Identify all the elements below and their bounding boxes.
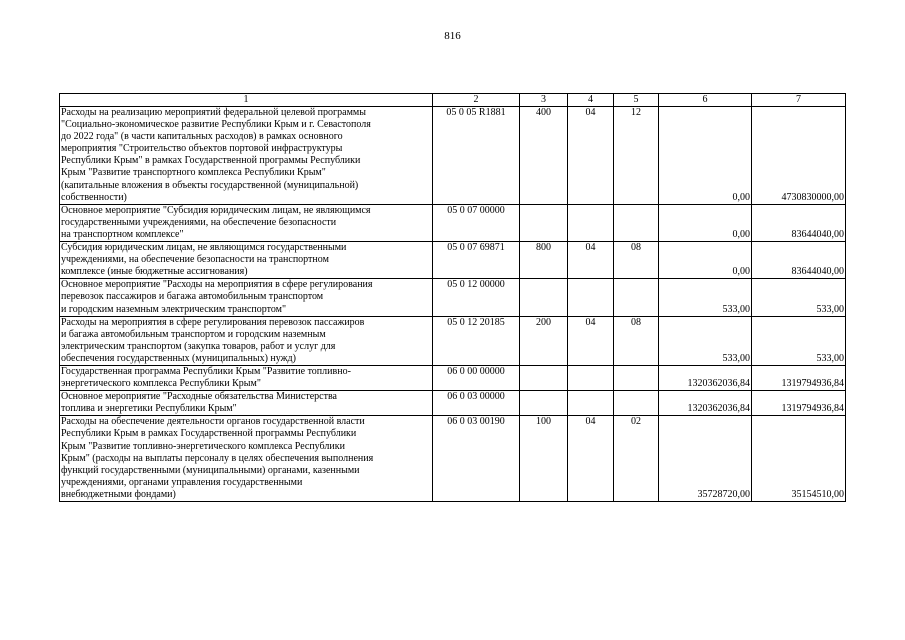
row-subsection-text: 02 — [631, 416, 641, 428]
row-value-7-text: 1319794936,84 — [781, 378, 844, 390]
row-section-text: 04 — [585, 107, 596, 118]
row-value-6-cell — [659, 204, 752, 241]
row-expense-type-text: 200 — [536, 316, 551, 328]
page-number: 816 — [444, 30, 461, 42]
row-name-cell — [60, 107, 433, 205]
row-section-cell — [568, 204, 614, 241]
row-value-6-cell — [659, 279, 752, 316]
row-name-text: Основное мероприятие "Субсидия юридическим лицам, не являющимся государственными учреждениями, на обеспечение безопасности на транспортном комплексе" — [61, 204, 371, 240]
row-value-7-cell — [752, 391, 846, 416]
row-subsection-cell — [614, 279, 659, 316]
table-row — [60, 204, 846, 241]
row-value-6-cell — [659, 416, 752, 502]
row-value-6-cell — [659, 107, 752, 205]
row-section-cell — [568, 242, 614, 279]
row-subsection-cell — [614, 107, 659, 205]
row-code-text: 05 0 05 R1881 — [446, 107, 506, 118]
header-cell: 5 — [614, 94, 659, 107]
row-name-text: Основное мероприятие "Расходы на мероприятия в сфере регулирования перевозок пассажиров и багажа автомобильным транспортом и городским наземным электрическим транспортом" — [61, 279, 373, 315]
row-value-7-text: 83644040,00 — [791, 266, 844, 278]
row-subsection-cell — [614, 242, 659, 279]
row-section-cell — [568, 107, 614, 205]
table-row — [60, 316, 846, 365]
row-subsection-text: 12 — [631, 107, 641, 118]
row-name-cell — [60, 365, 433, 390]
row-name-cell — [60, 391, 433, 416]
table-body — [60, 94, 846, 502]
row-value-7-cell — [752, 204, 846, 241]
row-expense-type-cell — [520, 204, 568, 241]
row-expense-type-cell — [520, 242, 568, 279]
row-expense-type-text: 100 — [536, 416, 551, 428]
table-row — [60, 107, 846, 205]
row-section-cell — [568, 416, 614, 502]
row-expense-type-cell — [520, 316, 568, 365]
row-code-text: 06 0 03 00190 — [447, 416, 505, 428]
row-value-7-cell — [752, 416, 846, 502]
table-row — [60, 365, 846, 390]
row-name-text: Основное мероприятие "Расходные обязательства Министерства топлива и энергетики Республики Крым" — [61, 391, 337, 415]
row-code-text: 05 0 07 00000 — [447, 204, 505, 216]
row-value-7-cell — [752, 316, 846, 365]
row-name-cell — [60, 204, 433, 241]
row-subsection-cell — [614, 416, 659, 502]
row-value-7-cell — [752, 279, 846, 316]
header-cell: 7 — [752, 94, 846, 107]
row-section-text: 04 — [585, 316, 596, 328]
row-subsection-text: 08 — [631, 242, 641, 254]
table-row — [60, 391, 846, 416]
row-value-6-cell — [659, 391, 752, 416]
row-value-7-text: 4730830000,00 — [781, 191, 844, 203]
row-code-cell — [433, 107, 520, 205]
header-cell: 4 — [568, 94, 614, 107]
row-code-text: 05 0 12 00000 — [447, 279, 505, 291]
row-subsection-text: 08 — [631, 316, 641, 328]
row-value-6-cell — [659, 242, 752, 279]
row-name-cell — [60, 279, 433, 316]
row-value-6-text: 1320362036,84 — [687, 403, 750, 415]
header-cell: 6 — [659, 94, 752, 107]
header-cell: 3 — [520, 94, 568, 107]
row-value-6-text: 0,00 — [732, 228, 750, 240]
row-section-cell — [568, 365, 614, 390]
row-value-6-text: 533,00 — [722, 303, 750, 315]
row-value-7-text: 83644040,00 — [791, 228, 844, 240]
row-name-text: Расходы на обеспечение деятельности органов государственной власти Республики Крым в рамках Государственной программы Республики Крым "Развитие топливно-энергетического комплекса Республики Крым" (расходы на выплаты персоналу в целях обеспечения выполнения функций государственными (муниципальными) органами, казенными учреждениями, органами управления государственными внебюджетными фондами) — [61, 416, 374, 500]
row-expense-type-cell — [520, 365, 568, 390]
row-name-text: Расходы на реализацию мероприятий федеральной целевой программы "Социально-экономическое развитие Республики Крым и г. Севастополя до 2022 года" (в части капитальных расходов) в рамках основного мероприятия "Строительство объектов портовой инфраструктуры Республики Крым" в рамках Государственной программы Республики Крым "Развитие транспортного комплекса Республики Крым" (капитальные вложения в объекты государственной (муниципальной) собственности) — [61, 107, 371, 203]
row-code-cell — [433, 365, 520, 390]
row-value-6-text: 0,00 — [732, 191, 750, 203]
row-code-cell — [433, 242, 520, 279]
budget-table — [59, 93, 846, 502]
row-code-cell — [433, 204, 520, 241]
row-section-text: 04 — [585, 416, 596, 428]
row-value-7-cell — [752, 107, 846, 205]
row-section-cell — [568, 316, 614, 365]
header-cell: 2 — [433, 94, 520, 107]
row-expense-type-text: 800 — [536, 242, 551, 254]
row-value-6-text: 0,00 — [732, 266, 750, 278]
row-subsection-cell — [614, 316, 659, 365]
row-code-text: 06 0 00 00000 — [447, 365, 505, 377]
table-row — [60, 242, 846, 279]
row-value-6-cell — [659, 365, 752, 390]
row-expense-type-cell — [520, 391, 568, 416]
row-name-cell — [60, 316, 433, 365]
row-name-cell — [60, 416, 433, 502]
row-expense-type-cell — [520, 279, 568, 316]
row-value-7-text: 533,00 — [816, 352, 844, 364]
row-expense-type-cell — [520, 107, 568, 205]
row-code-text: 05 0 12 20185 — [447, 316, 505, 328]
row-value-7-text: 533,00 — [816, 303, 844, 315]
row-subsection-cell — [614, 391, 659, 416]
row-subsection-cell — [614, 365, 659, 390]
row-value-6-text: 533,00 — [722, 352, 750, 364]
header-row — [60, 94, 846, 107]
row-value-6-cell — [659, 316, 752, 365]
row-code-cell — [433, 391, 520, 416]
row-name-cell — [60, 242, 433, 279]
row-section-cell — [568, 279, 614, 316]
row-section-cell — [568, 391, 614, 416]
row-value-6-text: 1320362036,84 — [687, 378, 750, 390]
row-code-text: 05 0 07 69871 — [447, 242, 505, 254]
row-value-7-text: 1319794936,84 — [781, 403, 844, 415]
row-code-cell — [433, 316, 520, 365]
table-row — [60, 279, 846, 316]
row-code-cell — [433, 279, 520, 316]
table-row — [60, 416, 846, 502]
row-expense-type-cell — [520, 416, 568, 502]
row-value-7-cell — [752, 365, 846, 390]
row-expense-type-text: 400 — [536, 107, 551, 118]
row-section-text: 04 — [585, 242, 596, 254]
row-name-text: Расходы на мероприятия в сфере регулирования перевозок пассажиров и багажа автомобильным транспортом и городским наземным электрическим транспортом (закупка товаров, работ и услуг для обеспечения государственных (муниципальных) нужд) — [61, 316, 365, 364]
header-cell: 1 — [60, 94, 433, 107]
row-value-7-text: 35154510,00 — [791, 488, 844, 500]
row-name-text: Субсидия юридическим лицам, не являющимся государственными учреждениями, на обеспечение безопасности на транспортном комплексе (иные бюджетные ассигнования) — [61, 242, 347, 278]
row-name-text: Государственная программа Республики Крым "Развитие топливно- энергетического комплекса Республики Крым" — [61, 365, 351, 390]
row-code-cell — [433, 416, 520, 502]
row-subsection-cell — [614, 204, 659, 241]
row-value-6-text: 35728720,00 — [697, 488, 750, 500]
row-code-text: 06 0 03 00000 — [447, 391, 505, 403]
row-value-7-cell — [752, 242, 846, 279]
